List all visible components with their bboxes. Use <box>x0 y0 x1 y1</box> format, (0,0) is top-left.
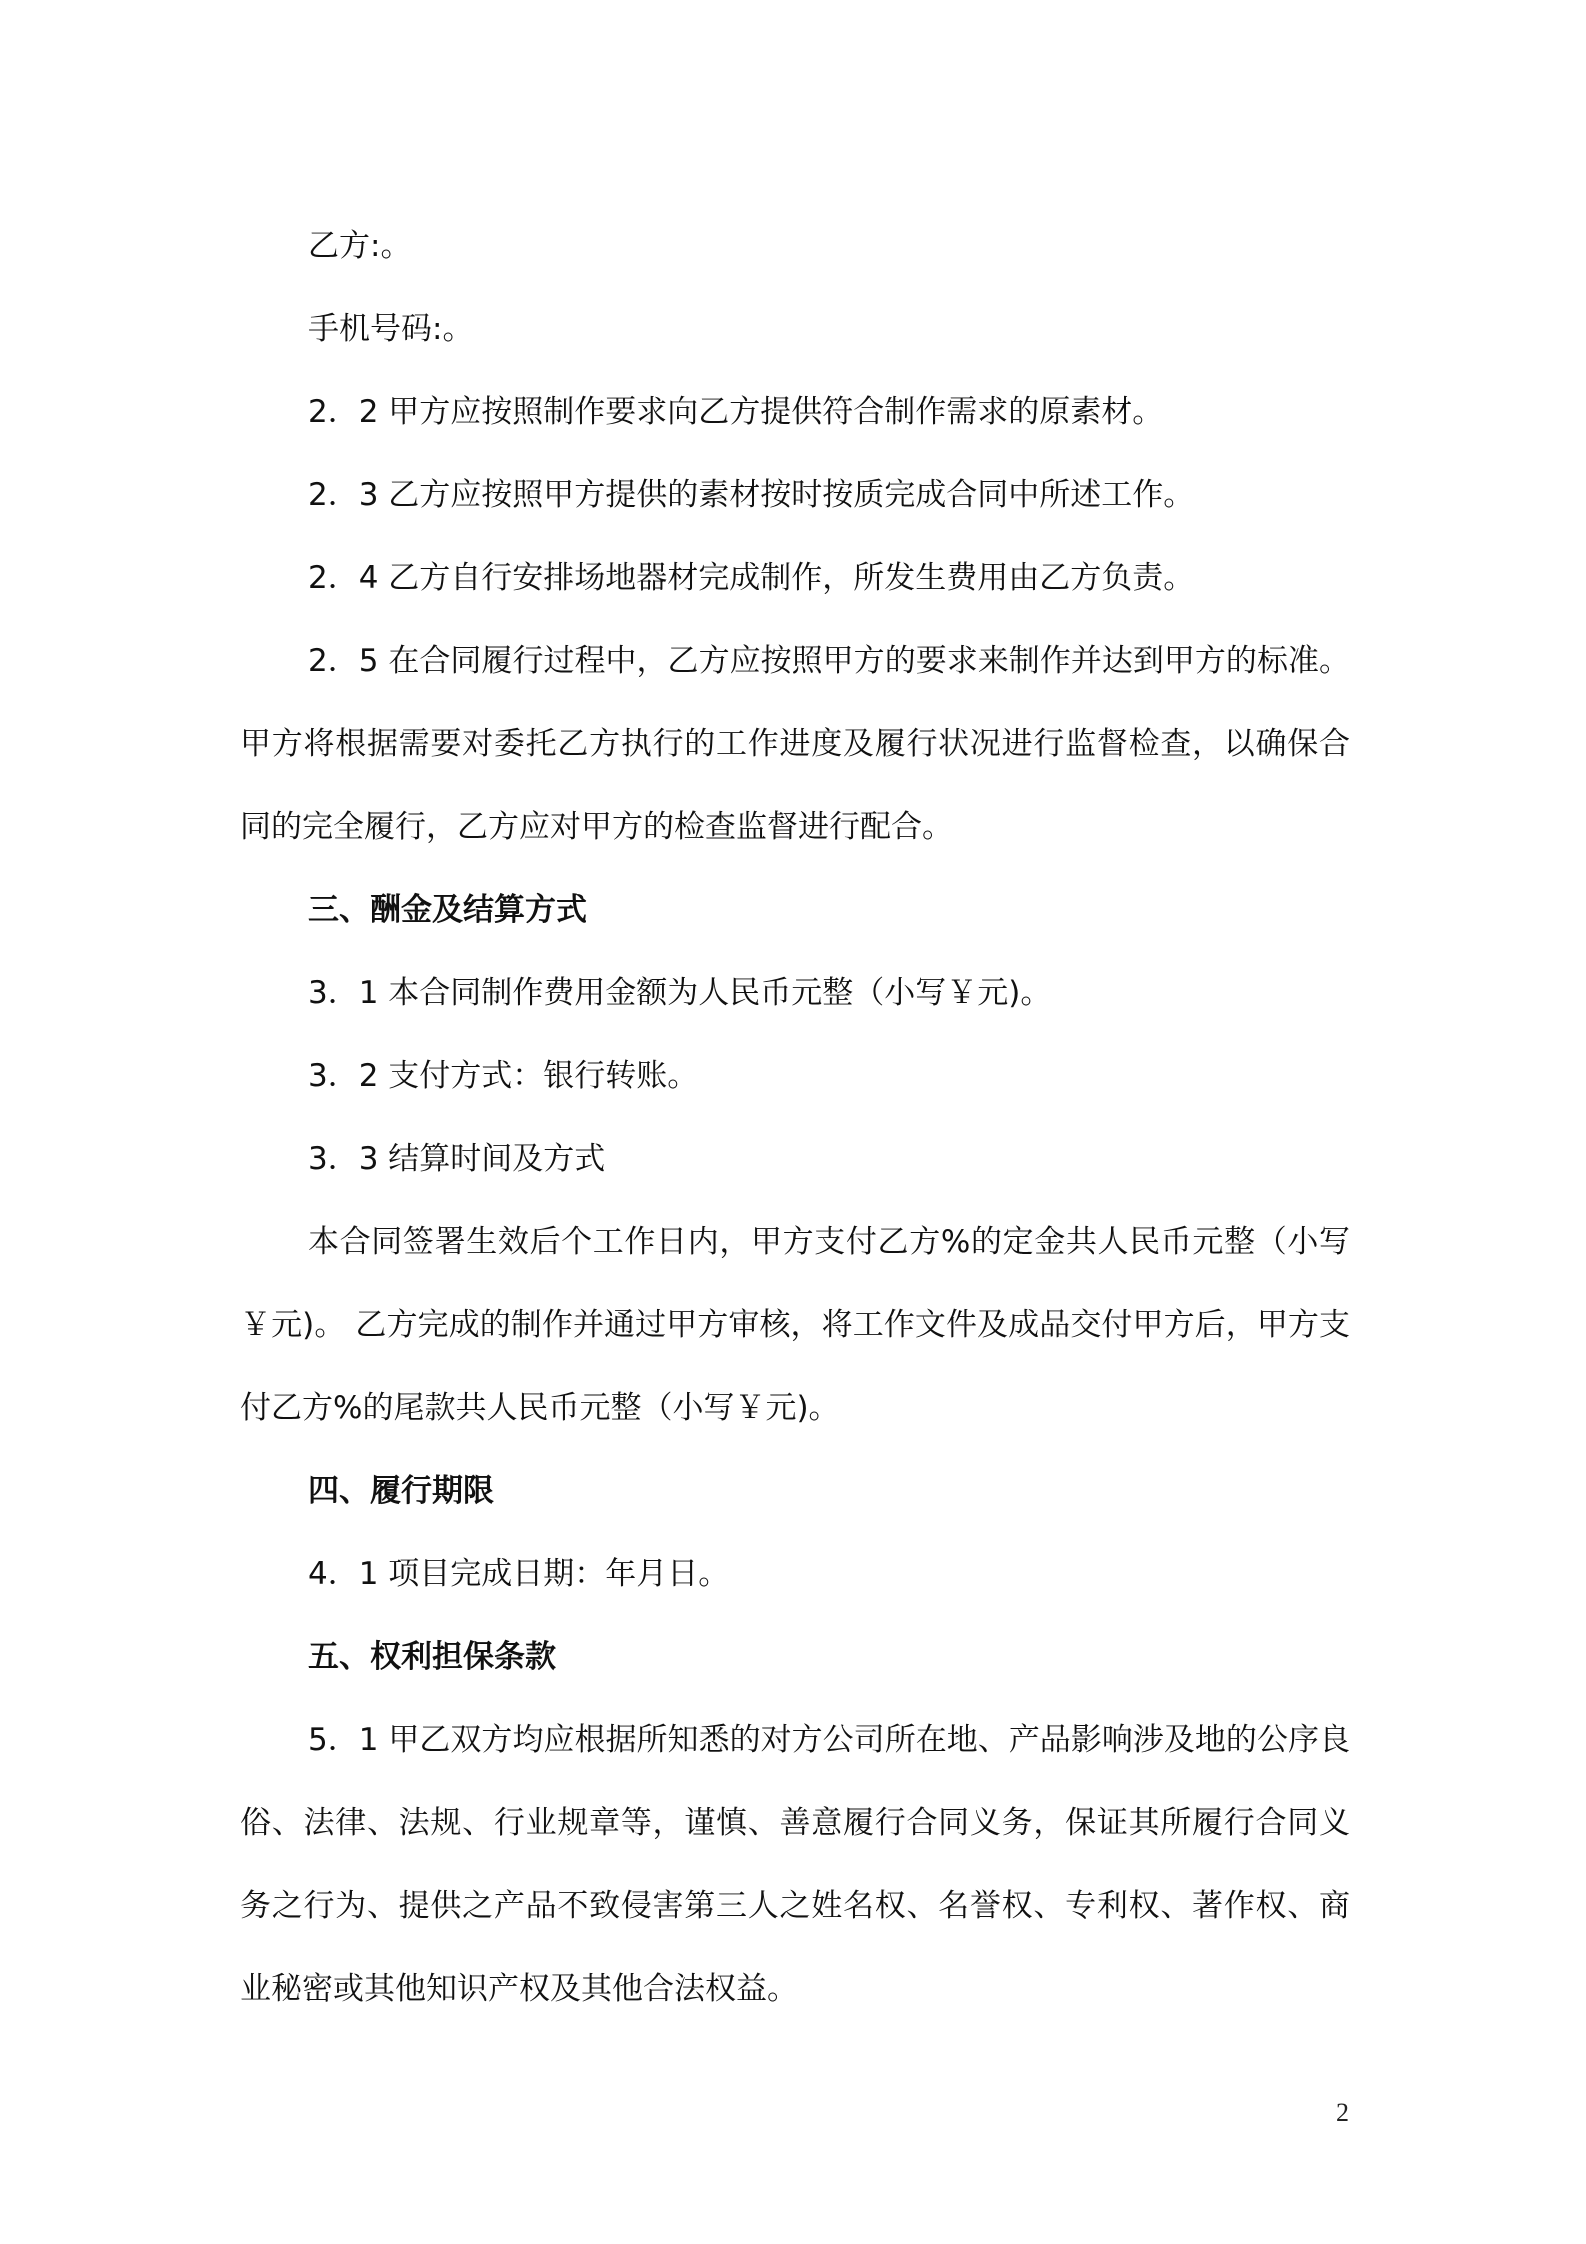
clause-2-2: 2．2 甲方应按照制作要求向乙方提供符合制作需求的原素材。 <box>308 394 1164 430</box>
party-b-line: 乙方:。 <box>308 228 412 264</box>
phone-number-line: 手机号码:。 <box>308 311 474 347</box>
section-heading-4: 四、履行期限 <box>308 1473 494 1509</box>
clause-5-1: 5．1 甲乙双方均应根据所知悉的对方公司所在地、产品影响涉及地的公序良俗、法律、法规、行业规章等，谨慎、善意履行合同义务，保证其所履行合同义务之行为、提供之产品不致侵害第三人之姓名权、名誉权、专利权、著作权、商业秘密或其他知识产权及其他合法权益。 <box>240 1722 1350 2007</box>
clause-3-2: 3．2 支付方式：银行转账。 <box>308 1058 699 1094</box>
page-number: 2 <box>1336 2098 1349 2127</box>
section-heading-3: 三、酬金及结算方式 <box>308 892 587 928</box>
document-body <box>240 205 1350 2031</box>
clause-2-3: 2．3 乙方应按照甲方提供的素材按时按质完成合同中所述工作。 <box>308 477 1195 513</box>
clause-2-4: 2．4 乙方自行安排场地器材完成制作，所发生费用由乙方负责。 <box>308 560 1195 596</box>
section-heading-5: 五、权利担保条款 <box>308 1639 556 1675</box>
settlement-paragraph: 本合同签署生效后个工作日内，甲方支付乙方%的定金共人民币元整（小写￥元)。 乙方完成的制作并通过甲方审核，将工作文件及成品交付甲方后，甲方支付乙方%的尾款共人民币元整（小写￥元)。 <box>240 1224 1350 1426</box>
clause-3-1: 3．1 本合同制作费用金额为人民币元整（小写￥元)。 <box>308 975 1052 1011</box>
clause-3-3: 3．3 结算时间及方式 <box>308 1141 606 1177</box>
clause-4-1: 4．1 项目完成日期：年月日。 <box>308 1556 730 1592</box>
clause-2-5: 2．5 在合同履行过程中，乙方应按照甲方的要求来制作并达到甲方的标准。甲方将根据需要对委托乙方执行的工作进度及履行状况进行监督检查，以确保合同的完全履行，乙方应对甲方的检查监督进行配合。 <box>240 643 1350 845</box>
